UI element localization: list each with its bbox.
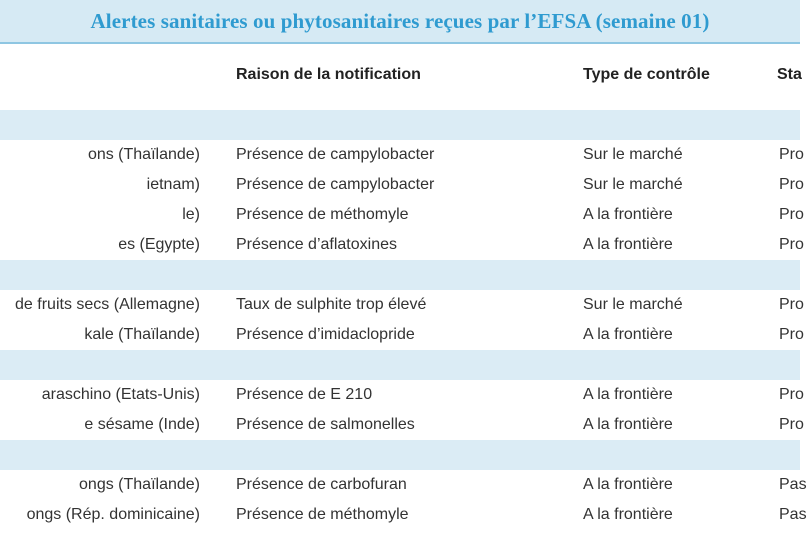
table-row <box>0 170 804 200</box>
cell-product: ongs (Thaïlande) <box>79 476 200 493</box>
cell-product: es (Egypte) <box>118 236 200 253</box>
table-row <box>0 290 804 320</box>
cell-status: Pro <box>779 146 804 163</box>
table-row <box>0 140 804 170</box>
cell-status: Pro <box>779 296 804 313</box>
column-header-reason: Raison de la notification <box>236 66 421 83</box>
cell-product: ongs (Rép. dominicaine) <box>26 506 200 523</box>
cell-status: Pro <box>779 206 804 223</box>
cell-reason: Présence de E 210 <box>236 386 373 403</box>
page-title: Alertes sanitaires ou phytosanitaires reçues par l’EFSA (semaine 01) <box>90 8 710 33</box>
cell-control: A la frontière <box>583 506 673 523</box>
cell-control: Sur le marché <box>583 176 683 193</box>
table-row <box>0 380 804 410</box>
cell-status: Pro <box>779 236 804 253</box>
column-header-status: Sta <box>777 66 802 83</box>
cell-reason: Présence de carbofuran <box>236 476 407 493</box>
cell-product: e sésame (Inde) <box>84 416 200 433</box>
table-row <box>0 410 804 440</box>
column-header-control: Type de contrôle <box>583 66 710 83</box>
cell-status: Pas <box>779 476 807 493</box>
cell-reason: Présence d’imidaclopride <box>236 326 415 343</box>
table-row <box>0 500 807 530</box>
cell-reason: Présence de campylobacter <box>236 176 435 193</box>
cell-control: A la frontière <box>583 236 673 253</box>
cell-reason: Présence de campylobacter <box>236 146 435 163</box>
cell-control: A la frontière <box>583 326 673 343</box>
table-header <box>0 44 800 110</box>
cell-status: Pro <box>779 416 804 433</box>
cell-status: Pro <box>779 176 804 193</box>
cell-control: Sur le marché <box>583 296 683 313</box>
table-row <box>0 230 804 260</box>
cell-status: Pro <box>779 326 804 343</box>
cell-product: le) <box>182 206 200 223</box>
title-bar <box>0 0 800 42</box>
table-row <box>0 200 804 230</box>
table-row <box>0 470 807 500</box>
cell-reason: Présence de méthomyle <box>236 206 409 223</box>
cell-reason: Présence d’aflatoxines <box>236 236 397 253</box>
cell-reason: Présence de salmonelles <box>236 416 415 433</box>
cell-product: de fruits secs (Allemagne) <box>15 296 200 313</box>
cell-reason: Taux de sulphite trop élevé <box>236 296 427 313</box>
cell-control: A la frontière <box>583 386 673 403</box>
cell-control: Sur le marché <box>583 146 683 163</box>
cell-product: kale (Thaïlande) <box>84 326 200 343</box>
cell-product: ietnam) <box>146 176 200 193</box>
group-band <box>0 440 800 470</box>
group-band <box>0 260 800 290</box>
cell-control: A la frontière <box>583 206 673 223</box>
alerts-table-body <box>0 110 807 530</box>
cell-product: ons (Thaïlande) <box>87 146 200 163</box>
cell-status: Pro <box>779 386 804 403</box>
group-band <box>0 110 800 140</box>
cell-control: A la frontière <box>583 476 673 493</box>
table-row <box>0 320 804 350</box>
cell-product: araschino (Etats-Unis) <box>41 386 200 403</box>
cell-status: Pas <box>779 506 807 523</box>
cell-reason: Présence de méthomyle <box>236 506 409 523</box>
cell-control: A la frontière <box>583 416 673 433</box>
group-band <box>0 350 800 380</box>
